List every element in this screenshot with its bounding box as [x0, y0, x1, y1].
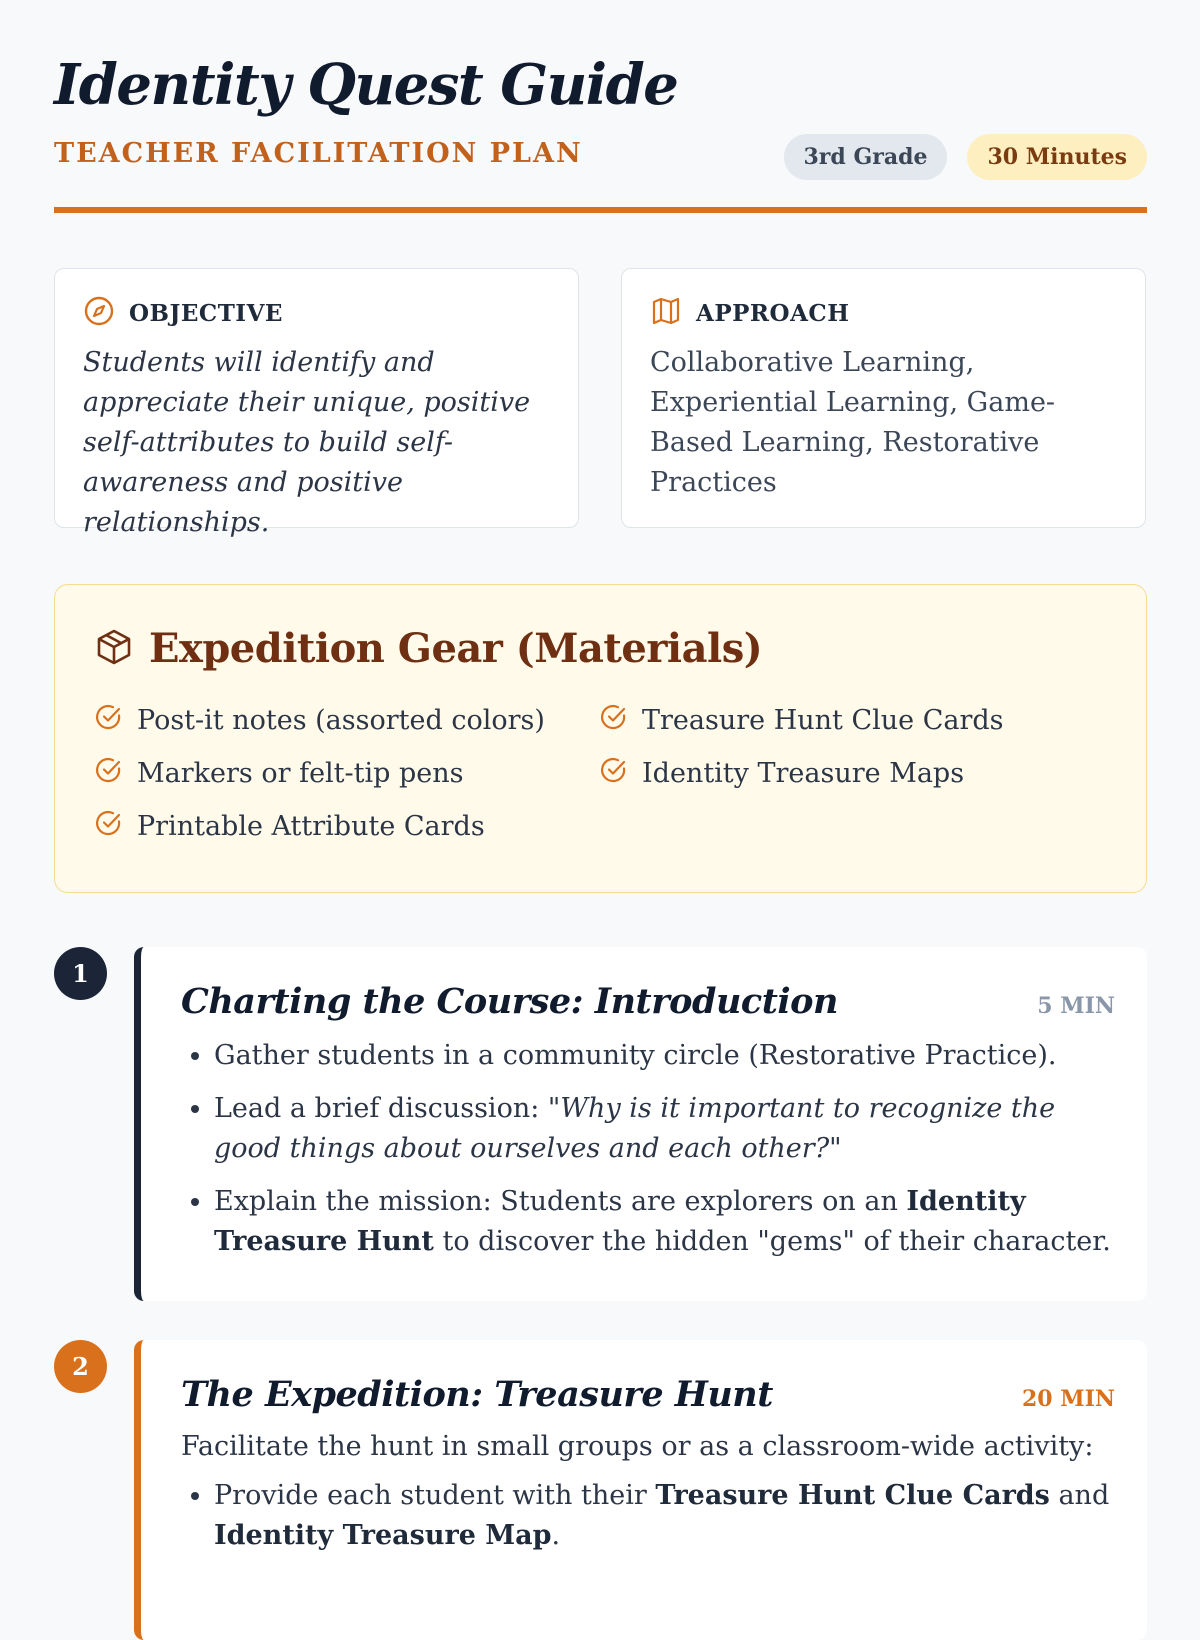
objective-text: Students will identify and appreciate their unique, positive self-attributes to build self-awareness and positive relationships.	[83, 347, 531, 538]
approach-card	[621, 268, 1146, 528]
material-item	[95, 747, 600, 800]
step-number-badge: 1	[54, 947, 107, 1000]
material-label: Identity Treasure Maps	[642, 758, 965, 789]
step-bullet: • Gather students in a community circle (Restorative Practice).	[214, 1036, 1115, 1076]
objective-label: OBJECTIVE	[129, 299, 283, 327]
grade-badge: 3rd Grade	[784, 134, 948, 180]
material-item	[95, 694, 600, 747]
material-label: Treasure Hunt Clue Cards	[642, 705, 1004, 736]
step-duration: 20 MIN	[1021, 1386, 1115, 1412]
check-circle-icon	[600, 756, 628, 791]
step-title: The Expedition: Treasure Hunt	[181, 1374, 773, 1415]
discussion-question: "Why is it important to recognize the good things about ourselves and each other?"	[214, 1093, 1056, 1164]
check-circle-icon	[95, 809, 123, 844]
material-item	[95, 800, 600, 853]
material-label: Printable Attribute Cards	[137, 811, 485, 842]
map-icon	[650, 295, 682, 331]
header-divider	[54, 207, 1147, 213]
approach-label: APPROACH	[696, 299, 850, 327]
step-card	[134, 947, 1147, 1301]
step-duration: 5 MIN	[1037, 993, 1115, 1019]
material-item	[600, 747, 1105, 800]
step-bullet: • Lead a brief discussion: "Why is it important to recognize the good things about ourselves and each other?"	[214, 1089, 1115, 1169]
step-bullet: • Provide each student with their Treasure Hunt Clue Cards and Identity Treasure Map.	[214, 1476, 1115, 1556]
step-bullet-list	[181, 1036, 1115, 1262]
step-bullet: • Explain the mission: Students are explorers on an Identity Treasure Hunt to discover the hidden "gems" of their character.	[214, 1182, 1115, 1262]
duration-badge: 30 Minutes	[967, 134, 1147, 180]
step-card	[134, 1340, 1147, 1640]
compass-icon	[83, 295, 115, 331]
check-circle-icon	[95, 703, 123, 738]
check-circle-icon	[600, 703, 628, 738]
objective-card	[54, 268, 579, 538]
check-circle-icon	[95, 756, 123, 791]
materials-list	[95, 694, 1106, 853]
page-title: Identity Quest Guide	[54, 52, 678, 118]
materials-panel	[54, 584, 1147, 893]
materials-title: Expedition Gear (Materials)	[149, 625, 763, 672]
material-item	[600, 694, 1105, 747]
badge-group	[784, 134, 1148, 180]
step-intro: Facilitate the hunt in small groups or as a classroom-wide activity:	[181, 1431, 1094, 1462]
page-subtitle: TEACHER FACILITATION PLAN	[54, 138, 583, 169]
material-label: Post-it notes (assorted colors)	[137, 705, 545, 736]
material-label: Markers or felt-tip pens	[137, 758, 464, 789]
package-icon	[95, 628, 133, 670]
approach-text: Collaborative Learning, Experiential Learning, Game-Based Learning, Restorative Practices	[650, 347, 1056, 498]
step-number-badge: 2	[54, 1340, 107, 1393]
step-bullet-list	[181, 1476, 1115, 1556]
step-title: Charting the Course: Introduction	[181, 981, 838, 1022]
